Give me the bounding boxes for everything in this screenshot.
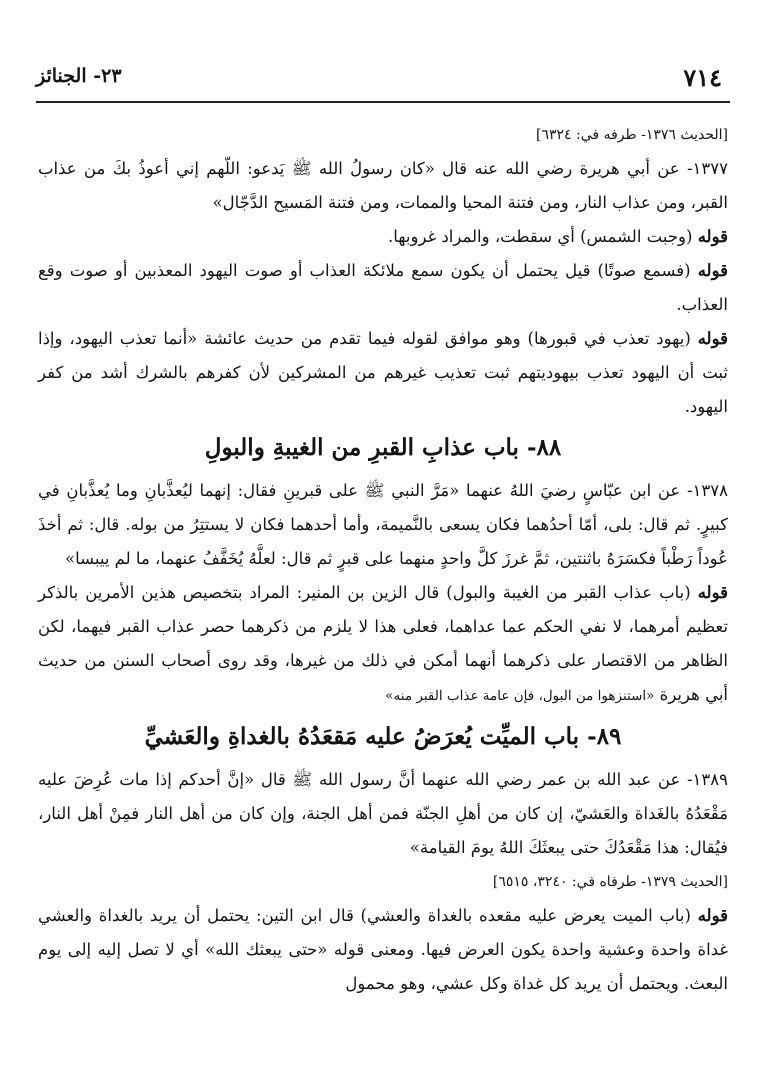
- commentary-paragraph: [38, 220, 728, 254]
- commentary-text: (باب عذاب القبر من الغيبة والبول) قال الزين بن المنير: المراد بتخصيص هذين الأمرين بالذكر تعظيم أمرهما، لا نفي الحكم عما عداهما، فعلى هذا لا يلزم من ذكرهما حصر عذاب القبر فيهما، لكن الظاهر من الاقتصار على ذكرهما أنهما أمكن في ذلك من غيرها، وقد روى أصحاب السنن من حديث أبي هريرة: [38, 583, 728, 704]
- commentary-paragraph: [38, 899, 728, 1001]
- hadith-reference: [الحديث ١٣٧٩- طرفاه في: ٣٢٤٠، ٦٥١٥]: [492, 874, 728, 890]
- commentary-text: (وجبت الشمس) أي سقطت، والمراد غروبها.: [388, 227, 693, 246]
- commentary-paragraph: [38, 254, 728, 322]
- page-body: [38, 118, 728, 1001]
- hadith-1378: ١٣٧٨- عن ابن عبّاسٍ رضيَ اللهُ عنهما «مَرَّ النبي ﷺ على قبرينِ فقال: إنهما ليُعذَّبانِ وما يُعذَّبانِ في كبيرٍ. ثم قال: بلى، أمّا أحدُهما فكان يسعى بالنَّميمة، وأما أحدهما فكان لا يستتِرُ من بوله. قال: ثم أخذَ عُوداً رَطْباً فكسَرَهُ باثنتين، ثمَّ غرزَ كلَّ واحدٍ منهما على قبرٍ ثم قال: لعلَّهُ يُخَفَّفُ عنهما، ما لم ييبسا»: [38, 481, 728, 568]
- chapter-heading-89: ٨٩- باب الميِّت يُعرَضُ عليه مَقعَدُهُ بالغداةِ والعَشيِّ: [144, 723, 622, 750]
- qawl-label: قوله: [697, 583, 728, 602]
- qawl-label: قوله: [697, 227, 728, 246]
- commentary-text: (يهود تعذب في قبورها) وهو موافق لقوله فيما تقدم من حديث عائشة «أنما تعذب اليهود، وإذا ثبت أن اليهود تعذب بيهوديتهم ثبت تعذيب غيرهم من المشركين لأن كفرهم بالشرك أشد من كفر اليهود.: [38, 329, 728, 416]
- hadith-1389: ١٣٨٩- عن عبد الله بن عمر رضي الله عنهما أنَّ رسول الله ﷺ قال «إنَّ أحدكم إذا مات عُرِضَ عليه مَقْعَدُهُ بالغَداة والعَشيّ، إن كان من أهلِ الجنّة فمن أهل الجنة، وإن كان من أهل النار فمِنْ أهل النار، فيُقال: هذا مَقْعَدُكَ حتى يبعثَكَ اللهُ يومَ القيامة»: [38, 770, 728, 857]
- hadith-reference: [الحديث ١٣٧٦- طرفه في: ٦٣٢٤]: [536, 127, 728, 143]
- page-number: ٧١٤: [683, 63, 722, 92]
- qawl-label: قوله: [697, 329, 728, 348]
- chapter-heading-88: ٨٨- باب عذابِ القبرِ من الغيبةِ والبولِ: [204, 434, 562, 461]
- commentary-paragraph: [38, 576, 728, 713]
- commentary-text: (باب الميت يعرض عليه مقعده بالغداة والعشي) قال ابن التين: يحتمل أن يريد بالغداة والعشي غداة واحدة وعشية واحدة يكون العرض فيها. ومعنى قوله «حتى يبعثك الله» أي لا تصل إليه إلى يوم البعث. ويحتمل أن يريد كل غداة وكل عشي، وهو محمول: [38, 906, 728, 993]
- quoted-hadith: «استنزهوا من البول، فإن عامة عذاب القبر منه»: [385, 688, 655, 704]
- hadith-1377: ١٣٧٧- عن أبي هريرة رضي الله عنه قال «كان رسولُ الله ﷺ يَدعو: اللّهم إني أعوذُ بكَ من عذاب القبر، ومن عذاب النار، ومن فتنة المحيا والممات، ومن فتنة المَسيح الدَّجّال»: [38, 159, 728, 212]
- commentary-paragraph: [38, 322, 728, 424]
- running-chapter-title: ٢٣- الجنائز: [36, 65, 122, 87]
- header-rule: [36, 101, 730, 103]
- qawl-label: قوله: [697, 261, 728, 280]
- page-header: [36, 55, 730, 95]
- commentary-text: (فسمع صوتًا) قيل يحتمل أن يكون سمع ملائكة العذاب أو صوت اليهود المعذبين أو صوت وقع العذاب.: [38, 261, 728, 314]
- qawl-label: قوله: [697, 906, 728, 925]
